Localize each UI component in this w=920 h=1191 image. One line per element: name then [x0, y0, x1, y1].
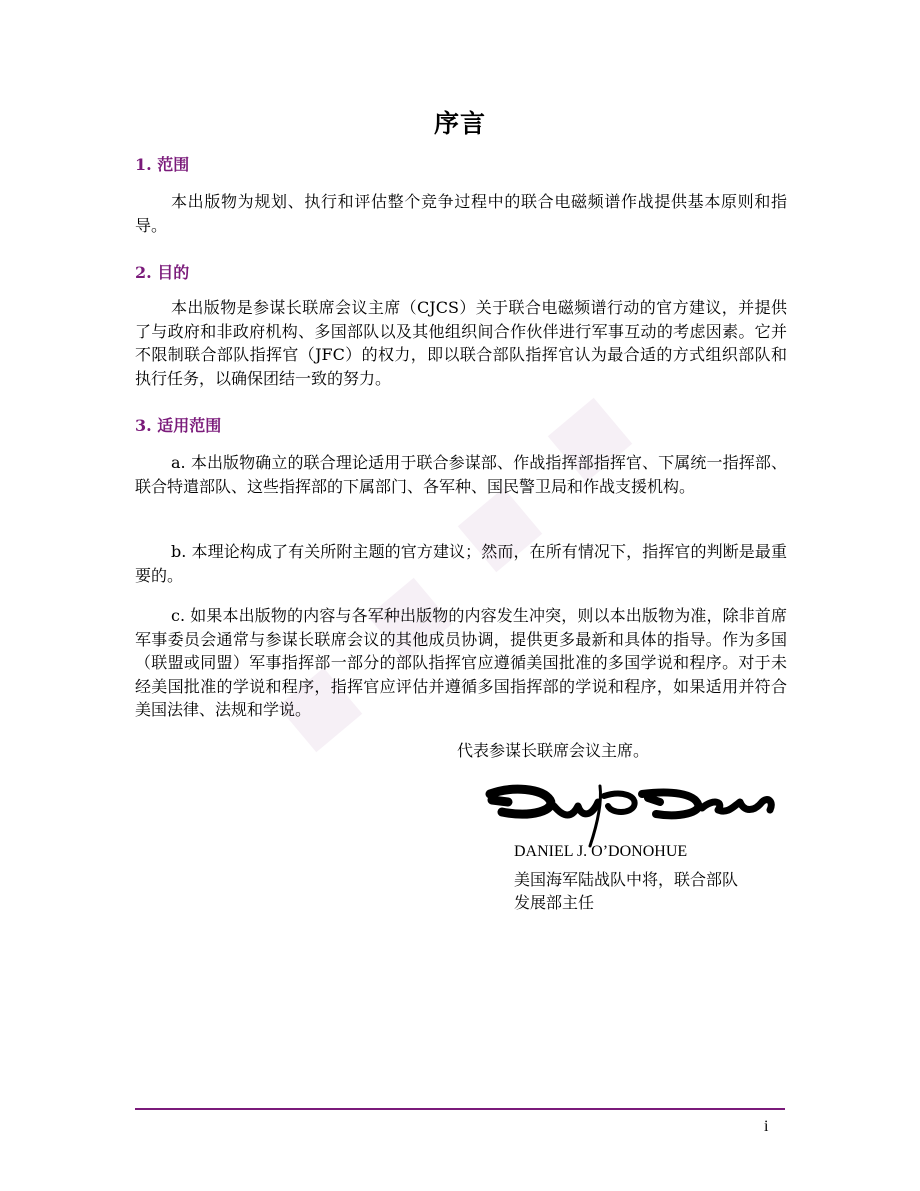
signatory-title-line2: 发展部主任	[514, 893, 595, 912]
section-heading-scope: 1. 范围	[135, 155, 190, 174]
handwritten-signature	[472, 772, 784, 852]
section-heading-purpose: 2. 目的	[135, 263, 190, 282]
signatory-title	[514, 868, 738, 914]
page-title: 序言	[433, 109, 486, 138]
closing-line: 代表参谋长联席会议主席。	[457, 741, 650, 760]
signatory-title-line1: 美国海军陆战队中将，联合部队	[514, 870, 739, 889]
paragraph-purpose: 本出版物是参谋长联席会议主席（CJCS）关于联合电磁频谱行动的官方建议，并提供了与政府和非政府机构、多国部队以及其他组织间合作伙伴进行军事互动的考虑因素。它并不限制联合部队指挥官（JFC）的权力，即以联合部队指挥官认为最合适的方式组织部队和执行任务，以确保团结一致的努力。	[135, 298, 787, 388]
paragraph-applicability-a: a. 本出版物确立的联合理论适用于联合参谋部、作战指挥部指挥官、下属统一指挥部、联合特遣部队、这些指挥部的下属部门、各军种、国民警卫局和作战支援机构。	[135, 453, 787, 496]
watermark-graphic	[250, 380, 670, 800]
footer-divider	[135, 1108, 785, 1110]
page-number: i	[764, 1118, 769, 1135]
paragraph-scope: 本出版物为规划、执行和评估整个竞争过程中的联合电磁频谱作战提供基本原则和指导。	[135, 192, 787, 235]
paragraph-applicability-b: b. 本理论构成了有关所附主题的官方建议；然而，在所有情况下，指挥官的判断是最重要的。	[135, 542, 787, 585]
section-heading-applicability: 3. 适用范围	[135, 416, 222, 435]
signatory-name: DANIEL J. O’DONOHUE	[514, 843, 688, 860]
paragraph-applicability-c: c. 如果本出版物的内容与各军种出版物的内容发生冲突，则以本出版物为准，除非首席军事委员会通常与参谋长联席会议的其他成员协调，提供更多最新和具体的指导。作为多国（联盟或同盟）军事指挥部一部分的部队指挥官应遵循美国批准的多国学说和程序。对于未经美国批准的学说和程序，指挥官应评估并遵循多国指挥部的学说和程序，如果适用并符合美国法律、法规和学说。	[135, 606, 787, 719]
